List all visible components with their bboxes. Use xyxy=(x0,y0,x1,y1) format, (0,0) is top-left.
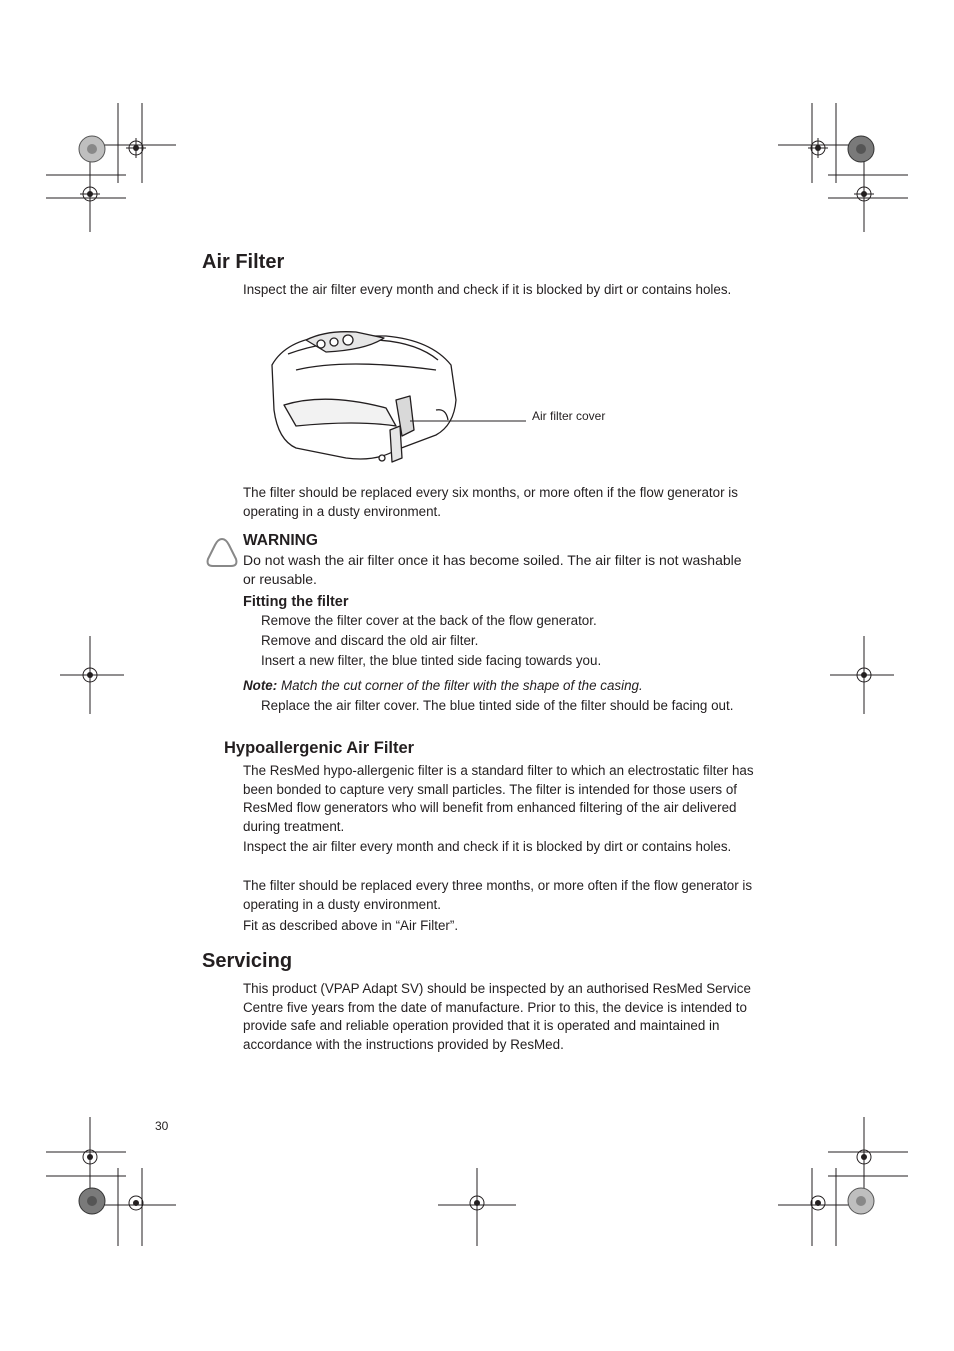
hypo-paragraph: Fit as described above in “Air Filter”. xyxy=(243,918,459,933)
hypo-paragraph: Inspect the air filter every month and check if it is blocked by dirt or contains holes. xyxy=(243,839,732,854)
flow-generator-illustration xyxy=(266,330,466,470)
servicing-text: This product (VPAP Adapt SV) should be inspected by an authorised ResMed Service Centre five years from the date of manufacture. Prior to this, the device is intended to provide safe and reliable operation provided that it is operated and maintained in accordance with the instructions provided by ResMed. xyxy=(243,981,751,1052)
warning-text: Do not wash the air filter once it has become soiled. The air filter is not washable or reusable. xyxy=(243,552,742,587)
callout-leader-line xyxy=(410,418,528,424)
note-text: Match the cut corner of the filter with the shape of the casing. xyxy=(280,678,643,693)
section-title-air-filter: Air Filter xyxy=(202,251,285,273)
section-title-servicing: Servicing xyxy=(202,950,293,972)
section-title-hypoallergenic: Hypoallergenic Air Filter xyxy=(224,739,415,757)
hypo-paragraph: The filter should be replaced every three months, or more often if the flow generator is operating in a dusty environment. xyxy=(243,878,753,912)
fitting-step: Remove and discard the old air filter. xyxy=(261,633,479,648)
warning-icon xyxy=(206,537,238,569)
air-filter-replacement-text: The filter should be replaced every six months, or more often if the flow generator is operating in a dusty environment. xyxy=(243,485,738,519)
warning-title: WARNING xyxy=(243,532,318,549)
fitting-step: Replace the air filter cover. The blue tinted side of the filter should be facing out. xyxy=(261,698,734,713)
fitting-note xyxy=(243,677,763,696)
fitting-step: Insert a new filter, the blue tinted side facing towards you. xyxy=(261,653,602,668)
fitting-step: Remove the filter cover at the back of the flow generator. xyxy=(261,613,597,628)
fitting-filter-heading: Fitting the filter xyxy=(243,594,349,610)
note-label: Note: xyxy=(243,678,278,693)
air-filter-intro: Inspect the air filter every month and check if it is blocked by dirt or contains holes. xyxy=(243,282,732,297)
figure-callout-label: Air filter cover xyxy=(532,409,606,423)
page-number: 30 xyxy=(155,1119,169,1133)
hypo-paragraph: The ResMed hypo-allergenic filter is a standard filter to which an electrostatic filter has been bonded to capture very small particles. The filter is intended for those users of ResMed flow generators who will benefit from enhanced filtering of the air delivered during treatment. xyxy=(243,763,754,834)
